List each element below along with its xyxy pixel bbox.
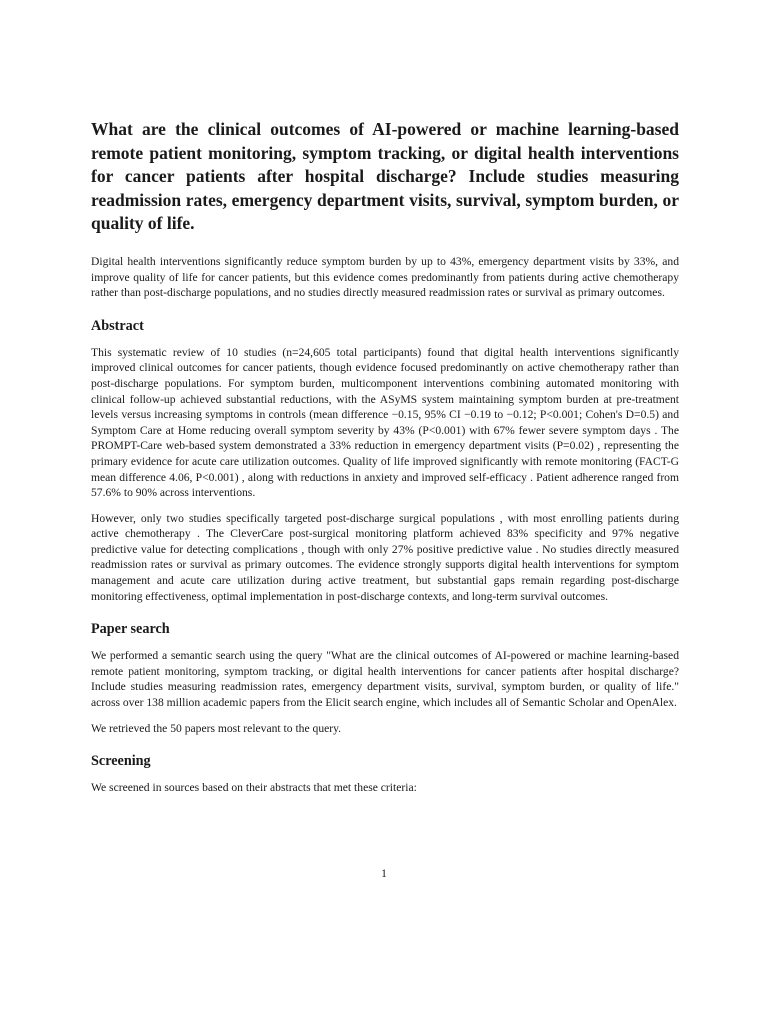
document-title: What are the clinical outcomes of AI-powered or machine learning-based remote patient monitoring, symptom tracking, or digital health interventions for cancer patients after hospital discharge? Include studies measuring readmission rates, emergency department visits, survival, symptom burden, or quality of life. bbox=[91, 119, 679, 234]
paper-search-heading: Paper search bbox=[91, 621, 170, 638]
screening-paragraph: We screened in sources based on their abstracts that met these criteria: bbox=[91, 781, 417, 795]
screening-heading: Screening bbox=[91, 753, 151, 770]
abstract-paragraph: This systematic review of 10 studies (n=24,605 total participants) found that digital health interventions significantly improved clinical outcomes for cancer patients, though evidence focused predominantly on active chemotherapy rather than post-discharge populations. For symptom burden, multicomponent interventions combining automated monitoring with clinical follow-up achieved substantial reductions, with the ASyMS system maintaining symptom burden at pre-treatment levels versus increasing symptoms in controls (mean difference −0.15, 95% CI −0.19 to −0.12; P<0.001; Cohen's D=0.5) and Symptom Care at Home reducing overall symptom severity by 43% (P<0.001) with 67% fewer severe symptom days . The PROMPT-Care web-based system demonstrated a 33% reduction in emergency department visits (P=0.02) , representing the primary evidence for acute care utilization outcomes. Quality of life improved significantly with remote monitoring (FACT-G mean difference 4.06, P<0.001) , along with reductions in anxiety and improved self-efficacy . Patient adherence ranged from 57.6% to 90% across interventions. bbox=[91, 345, 679, 500]
abstract-heading: Abstract bbox=[91, 317, 144, 334]
paper-search-paragraph: We retrieved the 50 papers most relevant to the query. bbox=[91, 721, 342, 735]
document-page bbox=[91, 118, 679, 806]
page-number: 1 bbox=[381, 868, 387, 880]
summary-paragraph: Digital health interventions significantly reduce symptom burden by up to 43%, emergency department visits by 33%, and improve quality of life for cancer patients, but this evidence comes predominantly from patients during active chemotherapy rather than post-discharge populations, and no studies directly measured readmission rates or survival as primary outcomes. bbox=[91, 254, 679, 300]
abstract-paragraph: However, only two studies specifically targeted post-discharge surgical populations , with most enrolling patients during active chemotherapy . The CleverCare post-surgical monitoring platform achieved 83% specificity and 97% negative predictive value for detecting complications , though with only 27% positive predictive value . No studies directly measured readmission rates or survival as primary outcomes. The evidence strongly supports digital health interventions for symptom management and acute care utilization during active treatment, but substantial gaps remain regarding post-discharge monitoring effectiveness, optimal implementation in post-discharge contexts, and long-term survival outcomes. bbox=[91, 511, 679, 603]
paper-search-paragraph: We performed a semantic search using the query "What are the clinical outcomes of AI-powered or machine learning-based remote patient monitoring, symptom tracking, or digital health interventions for cancer patients after hospital discharge? Include studies measuring readmission rates, emergency department visits, survival, symptom burden, or quality of life." across over 138 million academic papers from the Elicit search engine, which includes all of Semantic Scholar and OpenAlex. bbox=[91, 649, 679, 710]
